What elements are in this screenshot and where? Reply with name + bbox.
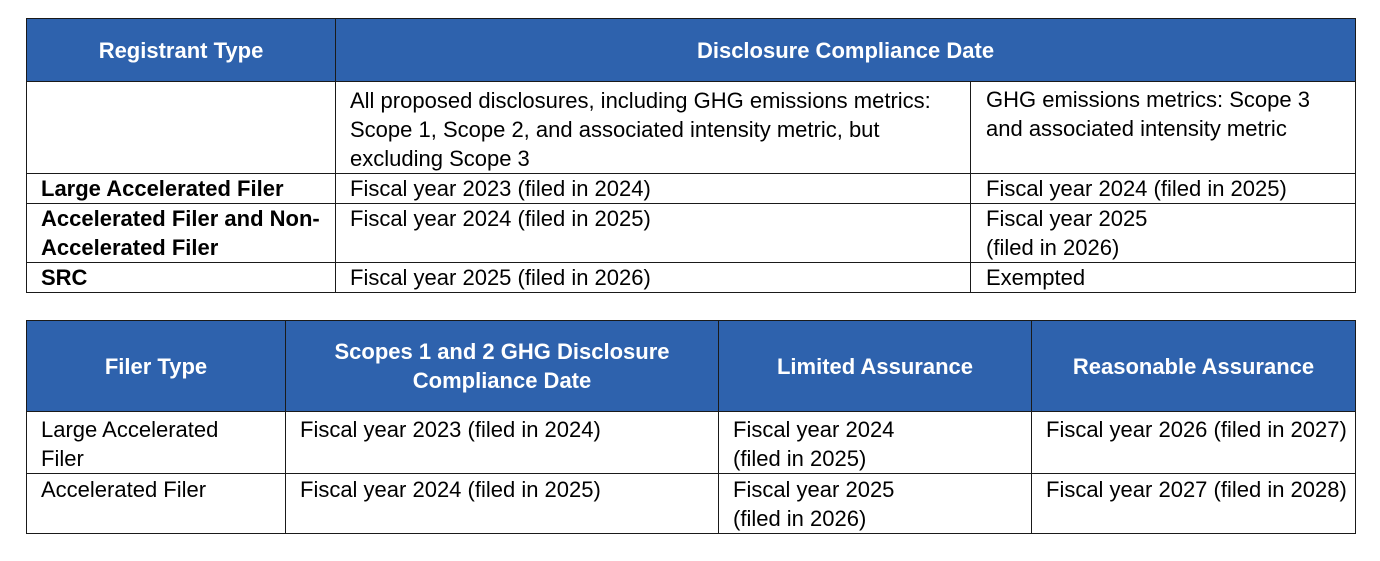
limited-assurance-cell: Fiscal year 2024 (filed in 2025) xyxy=(719,412,1032,474)
scope-1-2-date-cell: Fiscal year 2025 (filed in 2026) xyxy=(336,263,971,293)
header-limited-assurance: Limited Assurance xyxy=(719,321,1032,412)
reasonable-assurance-cell: Fiscal year 2026 (filed in 2027) xyxy=(1032,412,1356,474)
scope-1-2-date-cell: Fiscal year 2024 (filed in 2025) xyxy=(336,204,971,263)
subheader-scope-1-2: All proposed disclosures, including GHG emissions metrics: Scope 1, Scope 2, and associated intensity metric, but excluding Scope 3 xyxy=(336,82,971,174)
table-row xyxy=(27,174,1356,204)
scope-3-date-cell: Fiscal year 2025 (filed in 2026) xyxy=(971,204,1356,263)
subheader-scope-3: GHG emissions metrics: Scope 3 and associated intensity metric xyxy=(971,82,1356,174)
table-row xyxy=(27,204,1356,263)
reasonable-assurance-cell: Fiscal year 2027 (filed in 2028) xyxy=(1032,474,1356,534)
registrant-type-cell: Large Accelerated Filer xyxy=(27,174,336,204)
header-registrant-type: Registrant Type xyxy=(27,19,336,82)
registrant-type-cell: SRC xyxy=(27,263,336,293)
table-row xyxy=(27,474,1356,534)
table-subheader-row xyxy=(27,82,1356,174)
subheader-empty-cell xyxy=(27,82,336,174)
table-header-row xyxy=(27,321,1356,412)
assurance-compliance-table xyxy=(26,320,1356,534)
scopes-1-2-date-cell: Fiscal year 2023 (filed in 2024) xyxy=(286,412,719,474)
scope-3-date-cell: Fiscal year 2024 (filed in 2025) xyxy=(971,174,1356,204)
scope-3-date-cell: Exempted xyxy=(971,263,1356,293)
header-scopes-1-2-date: Scopes 1 and 2 GHG Disclosure Compliance Date xyxy=(286,321,719,412)
filer-type-cell: Accelerated Filer xyxy=(27,474,286,534)
header-reasonable-assurance: Reasonable Assurance xyxy=(1032,321,1356,412)
header-filer-type: Filer Type xyxy=(27,321,286,412)
limited-assurance-cell: Fiscal year 2025 (filed in 2026) xyxy=(719,474,1032,534)
scopes-1-2-date-cell: Fiscal year 2024 (filed in 2025) xyxy=(286,474,719,534)
scope-1-2-date-cell: Fiscal year 2023 (filed in 2024) xyxy=(336,174,971,204)
registrant-compliance-table xyxy=(26,18,1356,293)
table-row xyxy=(27,263,1356,293)
filer-type-cell: Large Accelerated Filer xyxy=(27,412,286,474)
registrant-type-cell: Accelerated Filer and Non-Accelerated Filer xyxy=(27,204,336,263)
table-header-row xyxy=(27,19,1356,82)
table-row xyxy=(27,412,1356,474)
header-disclosure-compliance-date: Disclosure Compliance Date xyxy=(336,19,1356,82)
